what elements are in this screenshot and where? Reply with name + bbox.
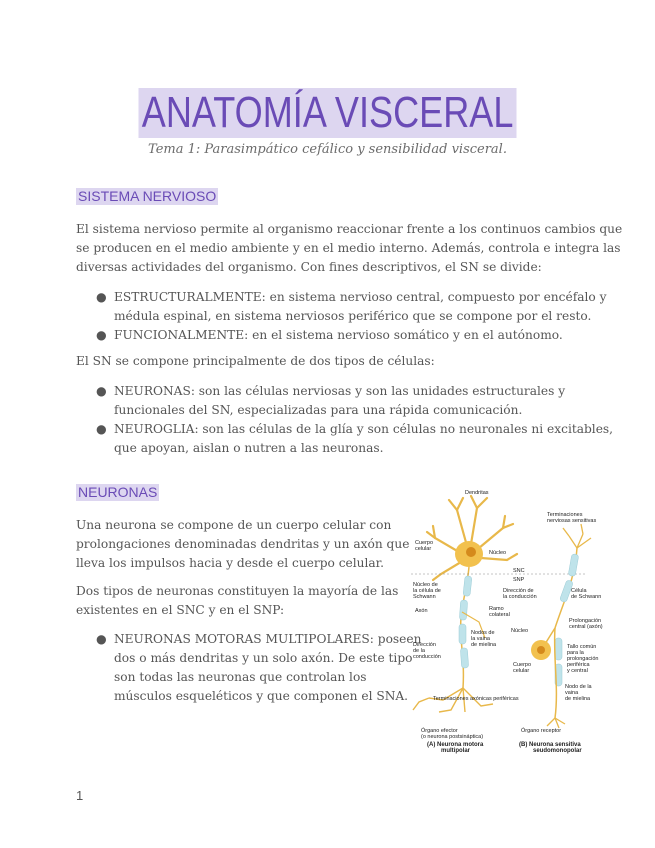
text-line: existentes en el SNC y en el SNP: (76, 603, 285, 617)
text-line: que apoyan, aislan o nutren a las neuronas. (114, 441, 384, 455)
text-line: Dos tipos de neuronas constituyen la mayoría de las (76, 584, 399, 598)
label-organo-efector: Órgano efector (o neurona postsináptica) (421, 728, 484, 740)
sensory-neuron-endings (563, 524, 591, 548)
label-cuerpo-celular: Cuerpo celular (415, 540, 434, 552)
text-line: ESTRUCTURALMENTE: en sistema nervioso central, compuesto por encéfalo y (114, 290, 607, 304)
bullet-icon: ● (96, 328, 107, 342)
cells-list (76, 382, 613, 458)
text-line: NEURONAS MOTORAS MULTIPOLARES: poseen (114, 632, 422, 646)
label-prolongacion-central: Prolongación central (axón) (569, 618, 603, 630)
label-axon: Axón (415, 608, 428, 614)
caption-a: (A) Neurona motora multipolar (427, 742, 484, 754)
label-nucleo-schwann: Núcleo de la célula de Schwann (413, 582, 441, 600)
label-organo-receptor: Órgano receptor (521, 728, 562, 734)
label-tallo-comun: Tallo común para la prolongación periférica y central (567, 644, 599, 674)
division-list (76, 288, 606, 345)
label-ramo-colateral: Ramo colateral (489, 606, 510, 618)
text-line: NEURONAS: son las células nerviosas y son las unidades estructurales y (114, 384, 566, 398)
receptor-ending (547, 718, 565, 728)
text-line: músculos esqueléticos y que componen el SNA. (114, 689, 409, 703)
text-line: diversas actividades del organismo. Con fines descriptivos, el SN se divide: (76, 260, 542, 274)
motor-neuron-dendrites (427, 496, 517, 580)
text-line: médula espinal, en sistema nerviosos periférico que se compone por el resto. (114, 309, 592, 323)
text-line: dos o más dendritas y un solo axón. De este tipo (114, 651, 413, 665)
label-terminaciones: Terminaciones nerviosas sensitivas (547, 512, 597, 524)
text-line: son todas las neuronas que controlan los (114, 670, 367, 684)
label-celula-schwann: Célula de Schwann (571, 588, 602, 600)
text-line: FUNCIONALMENTE: en el sistema nervioso somático y en el autónomo. (114, 328, 563, 342)
label-direccion: Dirección de la conducción (503, 588, 537, 600)
text-line: El sistema nervioso permite al organismo reaccionar frente a los continuos cambios que (76, 222, 623, 236)
neuron-types-list (76, 630, 421, 706)
neuron-paragraph-1 (76, 516, 409, 573)
list-item (76, 326, 606, 345)
label-nucleo: Núcleo (489, 550, 507, 556)
label-nodo-vaina: Nodo de la vaina de mielina (565, 684, 592, 702)
cells-intro: El SN se compone principalmente de dos tipos de células: (76, 354, 435, 368)
list-item (76, 382, 613, 420)
neuron-figure (405, 488, 621, 758)
intro-paragraph (76, 220, 622, 277)
label-terminaciones-perifericas: Terminaciones axónicas periféricas (433, 696, 519, 702)
bullet-icon: ● (96, 290, 107, 304)
label-direccion-2: Dirección de la conducción (413, 642, 441, 660)
text-line: prolongaciones denominadas dendritas y un axón que (76, 537, 410, 551)
text-line: se producen en el medio ambiente y en el medio interno. Además, controla e integra las (76, 241, 621, 255)
list-item (76, 288, 606, 326)
sensory-neuron-nucleus (537, 646, 545, 654)
sensory-stalk (545, 628, 555, 644)
label-snp: SNP (513, 577, 525, 583)
bullet-icon: ● (96, 632, 107, 646)
caption-b: (B) Neurona sensitiva seudomonopolar (519, 742, 582, 754)
text-line: NEUROGLIA: son las células de la glía y son células no neuronales ni excitables, (114, 422, 614, 436)
neuron-paragraph-2 (76, 582, 398, 620)
section-heading-neuronas: NEURONAS (78, 484, 158, 500)
motor-neuron-nucleus (466, 547, 476, 557)
bullet-icon: ● (96, 422, 107, 436)
page-title: ANATOMÍA VISCERAL (138, 88, 516, 138)
page-number: 1 (76, 788, 84, 803)
label-snc: SNC (513, 568, 525, 574)
label-nodos-mielina: Nodos de la vaina de mielina (471, 630, 497, 648)
section-heading-sistema-nervioso: SISTEMA NERVIOSO (78, 188, 217, 204)
text-line: funcionales del SN, especializadas para una rápida comunicación. (114, 403, 523, 417)
bullet-icon: ● (96, 384, 107, 398)
label-dendritas: Dendritas (465, 490, 489, 496)
title-wrapper (0, 88, 655, 138)
label-cuerpo-celular-2: Cuerpo celular (513, 662, 532, 674)
page-subtitle: Tema 1: Parasimpático cefálico y sensibilidad visceral. (148, 142, 507, 157)
text-line: lleva los impulsos hacia y desde el cuerpo celular. (76, 556, 385, 570)
list-item (76, 630, 421, 706)
list-item (76, 420, 613, 458)
label-nucleo-right: Núcleo (511, 628, 529, 634)
text-line: Una neurona se compone de un cuerpo celular con (76, 518, 392, 532)
